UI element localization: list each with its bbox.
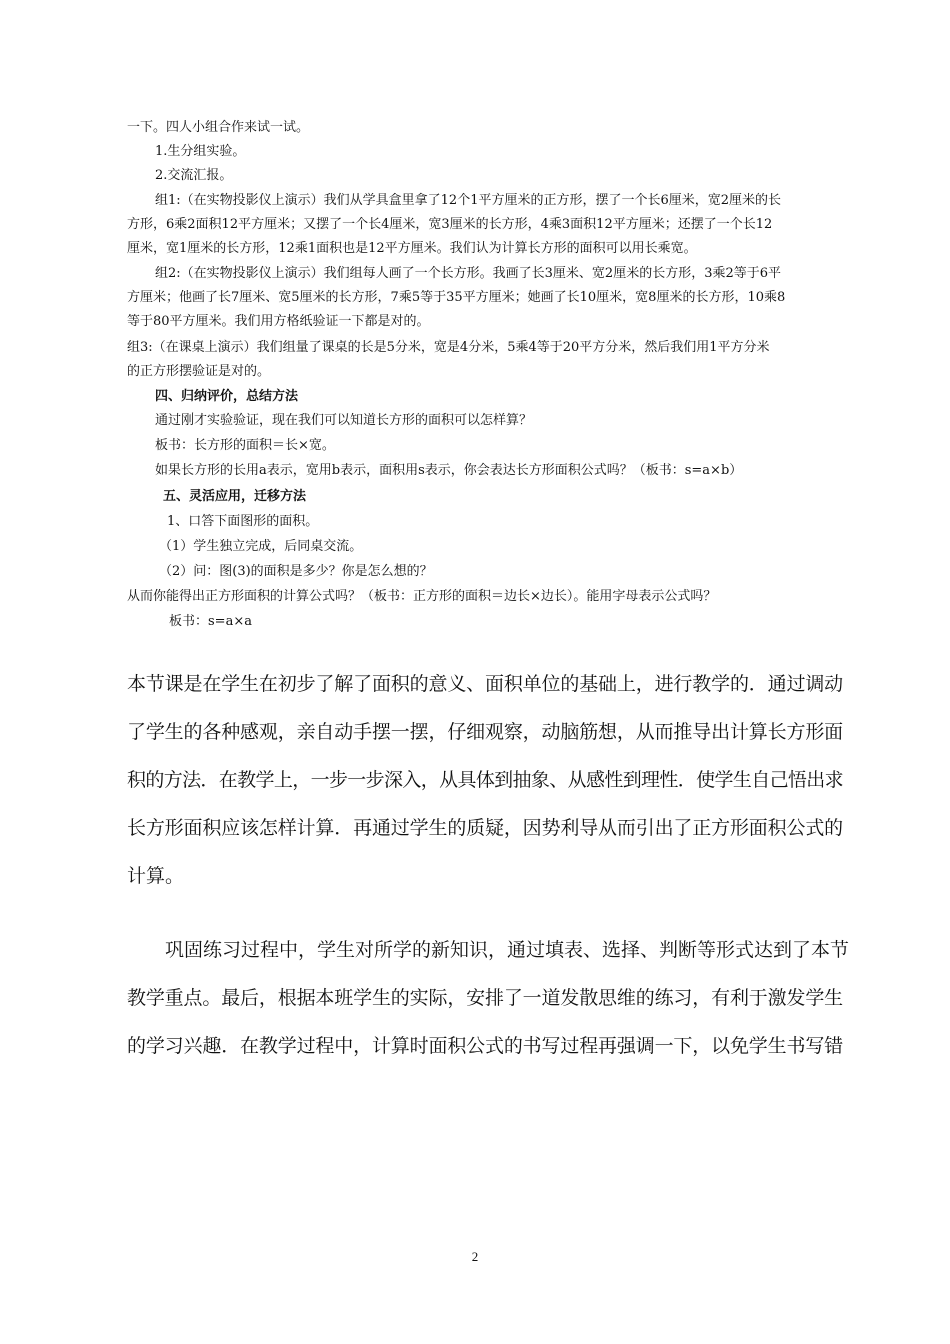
paragraph-line: 积的方法．在教学上，一步一步深入，从具体到抽象、从感性到理性．使学生自己悟出求: [127, 769, 844, 791]
text-line: （1）学生独立完成，后同桌交流。: [159, 539, 363, 554]
paragraph-line: 的学习兴趣．在教学过程中，计算时面积公式的书写过程再强调一下，以免学生书写错: [127, 1035, 843, 1057]
text-line: 组3:（在课桌上演示）我们组量了课桌的长是5分米，宽是4分米，5乘4等于20平方分米，然后我们用1平方分米: [127, 340, 770, 355]
text-line: 等于80平方厘米。我们用方格纸验证一下都是对的。: [127, 314, 430, 329]
paragraph-line: 计算。: [127, 865, 185, 887]
text-line: 如果长方形的长用a表示，宽用b表示，面积用s表示，你会表达长方形面积公式吗？（板书：s=a×b）: [155, 463, 743, 478]
text-line: 厘米，宽1厘米的长方形，12乘1面积也是12平方厘米。我们认为计算长方形的面积可以用长乘宽。: [127, 241, 697, 256]
text-line: 1.生分组实验。: [155, 144, 246, 159]
text-line: 方厘米；他画了长7厘米、宽5厘米的长方形，7乘5等于35平方厘米；她画了长10厘米，宽8厘米的长方形，10乘8: [127, 290, 786, 305]
text-line: 板书：s=a×a: [169, 614, 252, 629]
paragraph-line: 了学生的各种感观，亲自动手摆一摆，仔细观察，动脑筋想，从而推导出计算长方形面: [127, 721, 843, 743]
section-heading: 五、灵活应用，迁移方法: [163, 489, 307, 504]
text-line: 板书：长方形的面积＝长×宽。: [155, 438, 335, 453]
text-line: （2）问：图(3)的面积是多少？你是怎么想的？: [159, 564, 433, 579]
text-line: 的正方形摆验证是对的。: [127, 364, 271, 379]
text-line: 组2:（在实物投影仪上演示）我们组每人画了一个长方形。我画了长3厘米、宽2厘米的长方形，3乘2等于6平: [155, 266, 782, 281]
text-line: 组1:（在实物投影仪上演示）我们从学具盒里拿了12个1平方厘米的正方形，摆了一个长6厘米，宽2厘米的长: [155, 193, 782, 208]
paragraph-line: 长方形面积应该怎样计算．再通过学生的质疑，因势利导从而引出了正方形面积公式的: [127, 817, 843, 839]
section-heading: 四、归纳评价，总结方法: [155, 389, 299, 404]
text-line: 从而你能得出正方形面积的计算公式吗？（板书：正方形的面积＝边长×边长）。能用字母表示公式吗？: [127, 589, 717, 604]
text-line: 2.交流汇报。: [155, 168, 233, 183]
text-line: 方形，6乘2面积12平方厘米；又摆了一个长4厘米，宽3厘米的长方形，4乘3面积12平方厘米；还摆了一个长12: [127, 217, 773, 232]
paragraph-line: 巩固练习过程中，学生对所学的新知识，通过填表、选择、判断等形式达到了本节: [165, 939, 850, 961]
text-line: 通过刚才实验验证，现在我们可以知道长方形的面积可以怎样算？: [155, 413, 533, 428]
paragraph-line: 本节课是在学生在初步了解了面积的意义、面积单位的基础上，进行教学的．通过调动: [127, 673, 843, 695]
text-line: 1、口答下面图形的面积。: [167, 514, 319, 529]
paragraph-line: 教学重点。最后，根据本班学生的实际，安排了一道发散思维的练习，有利于激发学生: [127, 987, 843, 1009]
text-line: 一下。四人小组合作来试一试。: [127, 120, 310, 135]
page-number: 2: [471, 1249, 479, 1264]
